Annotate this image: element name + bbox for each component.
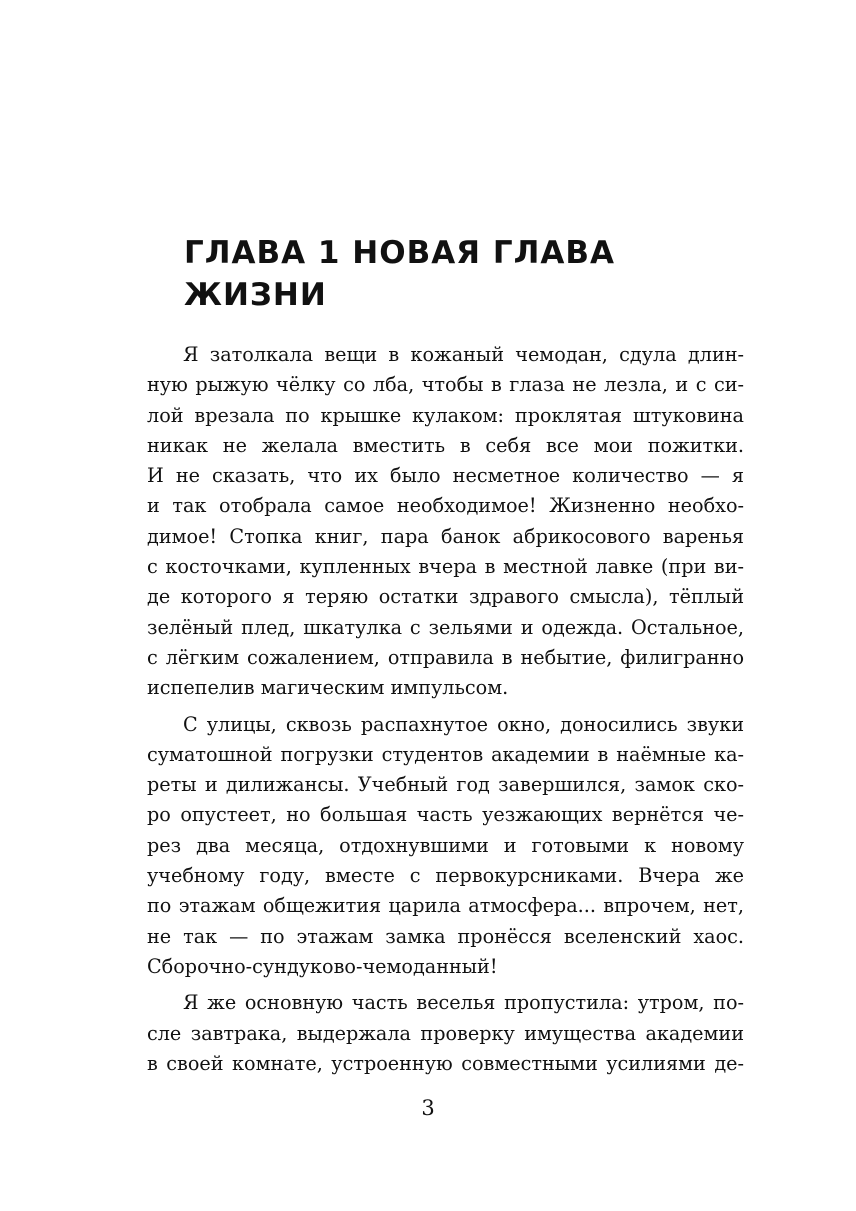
text-line: по этажам общежития царила атмосфера... впрочем, нет, bbox=[147, 894, 744, 918]
text-line: Я затолкала вещи в кожаный чемодан, сдула длин- bbox=[183, 343, 744, 366]
chapter-title-line: ЖИЗНИ bbox=[184, 277, 327, 313]
text-line: де которого я теряю остатки здравого смысла), тёплый bbox=[147, 585, 744, 609]
text-line: И не сказать, что их было несметное количество — я bbox=[147, 464, 744, 488]
text-line: и так отобрала самое необходимое! Жизненно необхо- bbox=[147, 494, 744, 518]
text-line: испепелив магическим импульсом. bbox=[147, 676, 509, 700]
text-line: никак не желала вместить в себя все мои пожитки. bbox=[147, 433, 744, 457]
text-line: ро опустеет, но большая часть уезжающих вернётся че- bbox=[147, 803, 744, 827]
paragraph bbox=[147, 340, 744, 704]
text-line: сле завтрака, выдержала проверку имущества академии bbox=[147, 1021, 744, 1045]
text-line: С улицы, сквозь распахнутое окно, доносились звуки bbox=[183, 712, 744, 736]
text-line: с косточками, купленных вчера в местной лавке (при ви- bbox=[147, 555, 744, 579]
text-line: с лёгким сожалением, отправила в небытие, филигранно bbox=[147, 645, 744, 669]
text-line: в своей комнате, устроенную совместными усилиями де- bbox=[147, 1051, 744, 1075]
text-line: Сборочно-сундуково-чемоданный! bbox=[147, 954, 498, 978]
text-line: суматошной погрузки студентов академии в наёмные ка- bbox=[147, 742, 744, 766]
paragraph bbox=[147, 988, 744, 1079]
text-line: реты и дилижансы. Учебный год завершился, замок ско- bbox=[147, 773, 744, 797]
text-line: учебному году, вместе с первокурсниками. Вчера же bbox=[147, 864, 744, 888]
paragraph bbox=[147, 710, 744, 983]
text-line: Я же основную часть веселья пропустила: утром, по- bbox=[183, 991, 744, 1015]
text-line: рез два месяца, отдохнувшими и готовыми к новому bbox=[147, 833, 744, 857]
text-line: лой врезала по крышке кулаком: проклятая штуковина bbox=[147, 403, 744, 427]
chapter-title bbox=[184, 232, 744, 316]
page-number: 3 bbox=[421, 1096, 435, 1120]
text-line: ную рыжую чёлку со лба, чтобы в глаза не лезла, и с си- bbox=[147, 373, 744, 397]
text-line: зелёный плед, шкатулка с зельями и одежда. Остальное, bbox=[147, 615, 744, 639]
chapter-title-line: ГЛАВА 1 НОВАЯ ГЛАВА bbox=[184, 235, 615, 271]
text-line: не так — по этажам замка пронёсся вселенский хаос. bbox=[147, 924, 744, 948]
text-line: димое! Стопка книг, пара банок абрикосового варенья bbox=[147, 524, 744, 548]
body-text bbox=[147, 340, 744, 1085]
